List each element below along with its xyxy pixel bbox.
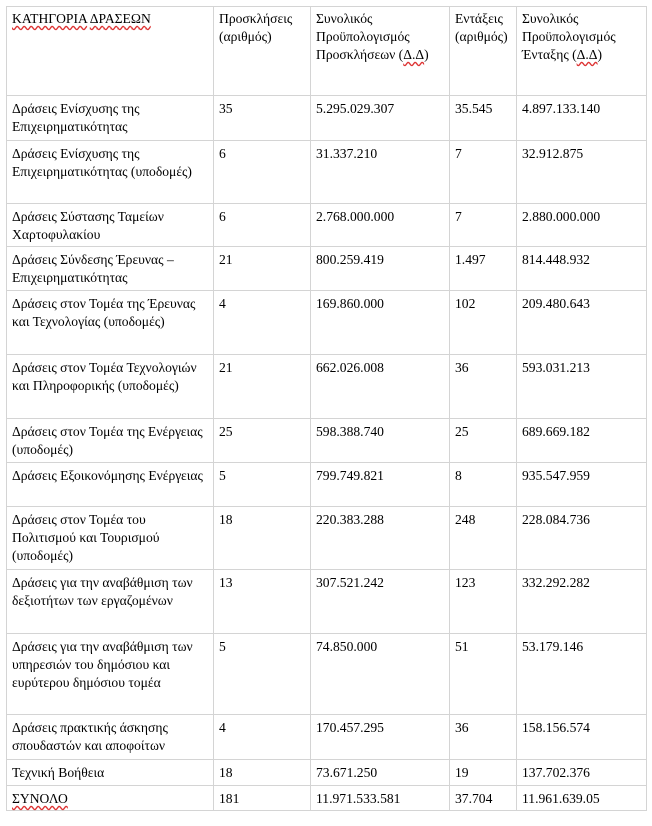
category-cell: Δράσεις Εξοικονόμησης Ενέργειας bbox=[7, 463, 214, 507]
table-row bbox=[7, 715, 647, 760]
total-calls-cell: 181 bbox=[214, 786, 311, 811]
category-cell: Δράσεις για την αναβάθμιση των δεξιοτήτων των εργαζομένων bbox=[7, 570, 214, 634]
table-row bbox=[7, 96, 647, 141]
header-row bbox=[7, 7, 647, 96]
table-row bbox=[7, 247, 647, 291]
category-cell: Δράσεις Σύνδεσης Έρευνας – Επιχειρηματικότητας bbox=[7, 247, 214, 291]
integration-budget-cell: 2.880.000.000 bbox=[517, 204, 647, 247]
integration-budget-cell: 814.448.932 bbox=[517, 247, 647, 291]
header-calls-budget: Συνολικός Προϋπολογισμός Προσκλήσεων (Δ.Δ) bbox=[311, 7, 450, 96]
calls-budget-cell: 2.768.000.000 bbox=[311, 204, 450, 247]
integrations-cell: 51 bbox=[450, 634, 517, 715]
calls-budget-cell: 220.383.288 bbox=[311, 507, 450, 570]
table-row bbox=[7, 291, 647, 355]
table-row bbox=[7, 204, 647, 247]
integrations-cell: 35.545 bbox=[450, 96, 517, 141]
actions-table bbox=[6, 6, 647, 811]
calls-budget-cell: 170.457.295 bbox=[311, 715, 450, 760]
header-integration-budget: Συνολικός Προϋπολογισμός Ένταξης (Δ.Δ) bbox=[517, 7, 647, 96]
calls-budget-cell: 31.337.210 bbox=[311, 141, 450, 204]
calls-cell: 18 bbox=[214, 507, 311, 570]
table-row bbox=[7, 760, 647, 786]
integrations-cell: 248 bbox=[450, 507, 517, 570]
total-calls-budget-cell: 11.971.533.581 bbox=[311, 786, 450, 811]
integration-budget-cell: 137.702.376 bbox=[517, 760, 647, 786]
total-label-cell: ΣΥΝΟΛΟ bbox=[7, 786, 214, 811]
integrations-cell: 36 bbox=[450, 355, 517, 419]
integrations-cell: 7 bbox=[450, 204, 517, 247]
integration-budget-cell: 935.547.959 bbox=[517, 463, 647, 507]
integration-budget-cell: 4.897.133.140 bbox=[517, 96, 647, 141]
table-row bbox=[7, 570, 647, 634]
table-row bbox=[7, 419, 647, 463]
integrations-cell: 123 bbox=[450, 570, 517, 634]
calls-cell: 4 bbox=[214, 715, 311, 760]
category-cell: Δράσεις στον Τομέα της Έρευνας και Τεχνολογίας (υποδομές) bbox=[7, 291, 214, 355]
integrations-cell: 36 bbox=[450, 715, 517, 760]
calls-cell: 21 bbox=[214, 355, 311, 419]
category-cell: Δράσεις για την αναβάθμιση των υπηρεσιών του δημόσιου και ευρύτερου δημόσιου τομέα bbox=[7, 634, 214, 715]
integrations-cell: 19 bbox=[450, 760, 517, 786]
calls-budget-cell: 598.388.740 bbox=[311, 419, 450, 463]
header-calls-count: Προσκλήσεις (αριθμός) bbox=[214, 7, 311, 96]
total-integration-budget-cell: 11.961.639.05 bbox=[517, 786, 647, 811]
calls-cell: 25 bbox=[214, 419, 311, 463]
calls-budget-cell: 5.295.029.307 bbox=[311, 96, 450, 141]
integration-budget-cell: 209.480.643 bbox=[517, 291, 647, 355]
category-cell: Δράσεις στον Τομέα της Ενέργειας (υποδομές) bbox=[7, 419, 214, 463]
document-page bbox=[6, 6, 647, 811]
table-row bbox=[7, 507, 647, 570]
integration-budget-cell: 53.179.146 bbox=[517, 634, 647, 715]
calls-cell: 21 bbox=[214, 247, 311, 291]
calls-cell: 6 bbox=[214, 141, 311, 204]
integrations-cell: 8 bbox=[450, 463, 517, 507]
calls-budget-cell: 799.749.821 bbox=[311, 463, 450, 507]
calls-cell: 6 bbox=[214, 204, 311, 247]
integrations-cell: 1.497 bbox=[450, 247, 517, 291]
table-row bbox=[7, 141, 647, 204]
calls-cell: 18 bbox=[214, 760, 311, 786]
header-category: ΚΑΤΗΓΟΡΙΑ ΔΡΑΣΕΩΝ bbox=[7, 7, 214, 96]
table-row bbox=[7, 355, 647, 419]
integrations-cell: 102 bbox=[450, 291, 517, 355]
calls-budget-cell: 662.026.008 bbox=[311, 355, 450, 419]
integration-budget-cell: 228.084.736 bbox=[517, 507, 647, 570]
calls-budget-cell: 307.521.242 bbox=[311, 570, 450, 634]
calls-budget-cell: 73.671.250 bbox=[311, 760, 450, 786]
header-integrations-count: Εντάξεις (αριθμός) bbox=[450, 7, 517, 96]
total-row bbox=[7, 786, 647, 811]
integration-budget-cell: 689.669.182 bbox=[517, 419, 647, 463]
calls-cell: 35 bbox=[214, 96, 311, 141]
integration-budget-cell: 158.156.574 bbox=[517, 715, 647, 760]
category-cell: Δράσεις στον Τομέα του Πολιτισμού και Τουρισμού (υποδομές) bbox=[7, 507, 214, 570]
calls-budget-cell: 800.259.419 bbox=[311, 247, 450, 291]
calls-cell: 4 bbox=[214, 291, 311, 355]
category-cell: Τεχνική Βοήθεια bbox=[7, 760, 214, 786]
calls-budget-cell: 169.860.000 bbox=[311, 291, 450, 355]
table-row bbox=[7, 634, 647, 715]
category-cell: Δράσεις Ενίσχυσης της Επιχειρηματικότητας (υποδομές) bbox=[7, 141, 214, 204]
calls-cell: 5 bbox=[214, 634, 311, 715]
category-cell: Δράσεις Σύστασης Ταμείων Χαρτοφυλακίου bbox=[7, 204, 214, 247]
table-row bbox=[7, 463, 647, 507]
integration-budget-cell: 332.292.282 bbox=[517, 570, 647, 634]
integrations-cell: 25 bbox=[450, 419, 517, 463]
calls-cell: 5 bbox=[214, 463, 311, 507]
calls-cell: 13 bbox=[214, 570, 311, 634]
integrations-cell: 7 bbox=[450, 141, 517, 204]
category-cell: Δράσεις πρακτικής άσκησης σπουδαστών και αποφοίτων bbox=[7, 715, 214, 760]
integration-budget-cell: 32.912.875 bbox=[517, 141, 647, 204]
integration-budget-cell: 593.031.213 bbox=[517, 355, 647, 419]
category-cell: Δράσεις Ενίσχυσης της Επιχειρηματικότητας bbox=[7, 96, 214, 141]
category-cell: Δράσεις στον Τομέα Τεχνολογιών και Πληροφορικής (υποδομές) bbox=[7, 355, 214, 419]
total-integrations-cell: 37.704 bbox=[450, 786, 517, 811]
calls-budget-cell: 74.850.000 bbox=[311, 634, 450, 715]
